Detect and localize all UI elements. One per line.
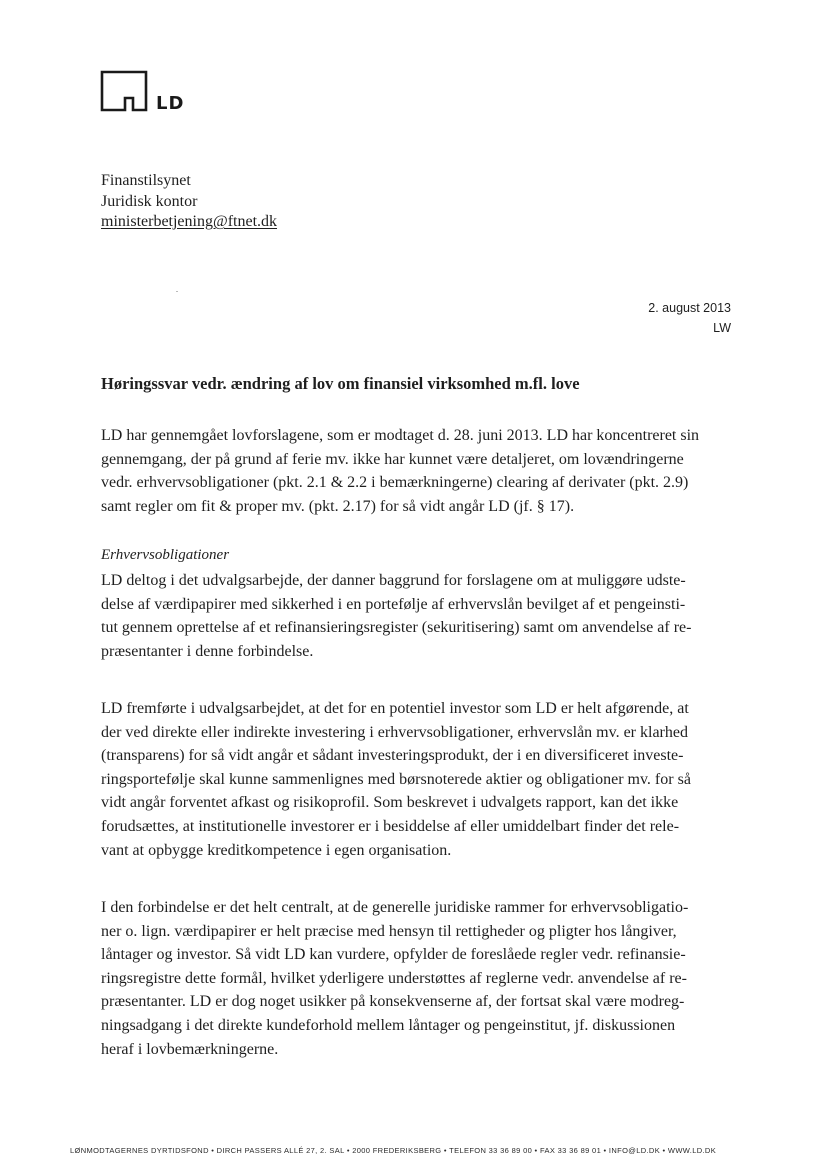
paragraph-intro	[101, 424, 733, 518]
text-line: ner o. lign. værdipapirer er helt præcise med hensyn til rettigheder og pligter hos långiver,	[101, 922, 677, 940]
paragraph-udvalgsarbejde	[101, 569, 733, 663]
recipient-department: Juridisk kontor	[101, 192, 198, 210]
text-line: heraf i lovbemærkningerne.	[101, 1040, 279, 1058]
text-line: LD deltog i det udvalgsarbejde, der danner baggrund for forslagene om at muliggøre udste-	[101, 572, 686, 589]
text-line: vidt angår forventet afkast og risikoprofil. Som beskrevet i udvalgets rapport, kan det ikke	[101, 794, 679, 812]
text-line: tut gennem oprettelse af et refinansieringsregister (sekuritisering) samt om anvendelse af re-	[101, 619, 692, 637]
paragraph-transparens	[101, 697, 733, 862]
text-line: låntager og investor. Så vidt LD kan vurdere, opfylder de foreslåede regler vedr. refinansie-	[101, 946, 686, 964]
recipient-address	[101, 171, 277, 233]
text-line: vedr. erhvervsobligationer (pkt. 2.1 & 2.2 i bemærkningerne) clearing af derivater (pkt. 2.9)	[101, 474, 689, 492]
text-line: LD fremførte i udvalgsarbejdet, at det for en potentiel investor som LD er helt afgørende, at	[101, 700, 689, 717]
text-line: vant at opbygge kreditkompetence i egen organisation.	[101, 841, 452, 859]
text-line: LD har gennemgået lovforslagene, som er modtaget d. 28. juni 2013. LD har koncentreret sin	[101, 427, 700, 444]
logo-text: LD	[156, 93, 185, 114]
text-line: ningsadgang i det direkte kundeforhold mellem låntager og pengeinstitut, jf. diskussionen	[101, 1016, 676, 1034]
text-line: gennemgang, der på grund af ferie mv. ikke har kunnet være detaljeret, om lovændringerne	[101, 450, 684, 468]
date-block	[648, 298, 731, 338]
recipient-name: Finanstilsynet	[101, 172, 191, 189]
section-heading: Erhvervsobligationer	[101, 547, 230, 563]
text-line: præsentanter i denne forbindelse.	[101, 642, 314, 660]
text-line: (transparens) for så vidt angår et sådant investeringsprodukt, der i en diversificeret investe-	[101, 747, 684, 765]
text-line: der ved direkte eller indirekte investering i erhvervsobligationer, erhvervslån mv. er klarhed	[101, 723, 688, 741]
letter-subject: Høringssvar vedr. ændring af lov om finansiel virksomhed m.fl. love	[101, 374, 580, 393]
scan-speck	[176, 291, 178, 292]
text-line: delse af værdipapirer med sikkerhed i en portefølje af erhvervslån bevilget af et pengeinsti-	[101, 595, 686, 613]
text-line: forudsættes, at institutionelle investorer er i besiddelse af eller umiddelbart finder det rele-	[101, 817, 680, 835]
text-line: samt regler om fit & proper mv. (pkt. 2.17) for så vidt angår LD (jf. § 17).	[101, 497, 575, 515]
text-line: ringsportefølje skal kunne sammenlignes med børsnoterede aktier og obligationer mv. for så	[101, 770, 691, 788]
logo	[100, 70, 200, 115]
author-initials: LW	[713, 321, 731, 335]
letter-date: 2. august 2013	[648, 301, 731, 315]
recipient-email-link[interactable]: ministerbetjening@ftnet.dk	[101, 213, 278, 230]
ld-logo-mark	[100, 70, 148, 112]
text-line: I den forbindelse er det helt centralt, at de generelle juridiske rammer for erhvervsobligatio-	[101, 899, 689, 916]
text-line: præsentanter. LD er dog noget usikker på konsekvenserne af, der fortsat skal være modreg-	[101, 993, 685, 1011]
letterhead-footer: LØNMODTAGERNES DYRTIDSFOND • DIRCH PASSERS ALLÉ 27, 2. SAL • 2000 FREDERIKSBERG • TELEFON 33 36 89 00 • FAX 33 36 89 01 • INFO@LD.DK • WWW.LD.DK	[70, 1146, 717, 1155]
text-line: ringsregistre dette formål, hvilket yderligere understøttes af reglerne vedr. anvendelse af re-	[101, 969, 687, 987]
paragraph-juridiske-rammer	[101, 896, 733, 1061]
